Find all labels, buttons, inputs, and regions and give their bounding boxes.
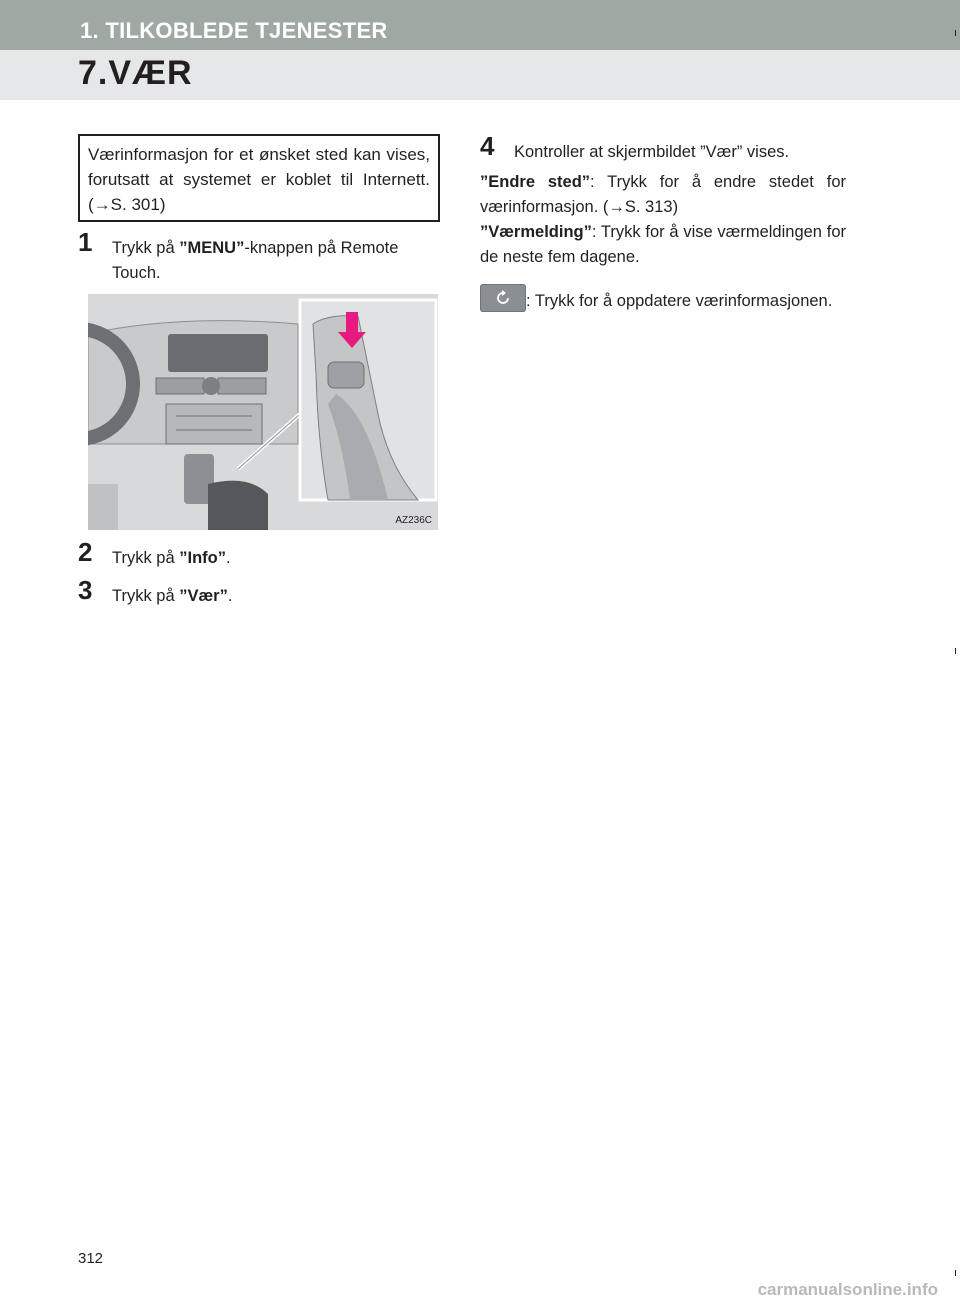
- step-3: [78, 575, 450, 609]
- figure-label: AZ236C: [395, 515, 432, 526]
- item-text-end: ): [672, 198, 679, 216]
- arrow-icon: →: [608, 198, 625, 216]
- step-4: [480, 131, 860, 165]
- watermark: carmanualsonline.info: [757, 1280, 938, 1299]
- crop-mark: [955, 648, 956, 654]
- crop-mark: [955, 1270, 956, 1276]
- step-1: [78, 227, 450, 286]
- step-number: 1: [78, 227, 93, 257]
- item-refresh: [480, 284, 846, 314]
- console-drawing: [88, 294, 438, 530]
- item-endre-sted: [480, 170, 846, 220]
- arrow-icon: →: [93, 195, 111, 214]
- step-text: Trykk på: [112, 549, 180, 567]
- chapter-title: 7.VÆR: [78, 54, 193, 92]
- step-keyword: ”MENU”: [179, 239, 245, 257]
- intro-text-end: ): [159, 195, 166, 214]
- step-text-end: .: [227, 587, 233, 605]
- item-text: : Trykk for å vise værmeldingen for de neste fem dagene.: [480, 223, 846, 266]
- step-2: [78, 537, 450, 571]
- item-keyword: ”Værmelding”: [480, 223, 592, 241]
- crop-mark: [955, 30, 956, 36]
- item-vaermelding: [480, 220, 846, 270]
- refresh-button[interactable]: [480, 284, 526, 312]
- step-number: 3: [78, 575, 93, 605]
- step-text-end: -knappen på Remote Touch.: [112, 239, 399, 282]
- item-text: : Trykk for å endre stedet for værinformasjon. (: [480, 173, 846, 216]
- section-title: 1. TILKOBLEDE TJENESTER: [80, 18, 388, 43]
- page-ref-link[interactable]: S. 313: [624, 198, 673, 216]
- step-text: Kontroller at skjermbildet ”Vær” vises.: [514, 143, 790, 161]
- step-number: 4: [480, 131, 495, 161]
- item-text: : Trykk for å oppdatere værinformasjonen.: [526, 292, 833, 310]
- step-text-end: .: [225, 549, 231, 567]
- step-number: 2: [78, 537, 93, 567]
- page-ref-link[interactable]: S. 301: [110, 195, 160, 214]
- step-text: Trykk på: [112, 587, 180, 605]
- step-text: Trykk på: [112, 239, 180, 257]
- step-keyword: ”Info”: [179, 549, 226, 567]
- intro-box: [78, 134, 440, 222]
- item-keyword: ”Endre sted”: [480, 173, 591, 191]
- refresh-icon: [493, 288, 513, 308]
- step-keyword: ”Vær”: [179, 587, 228, 605]
- intro-text: Værinformasjon for et ønsket sted kan vises, forutsatt at systemet er koblet til Internett. (: [88, 145, 430, 214]
- console-illustration: [88, 294, 438, 530]
- page-number: 312: [78, 1250, 104, 1267]
